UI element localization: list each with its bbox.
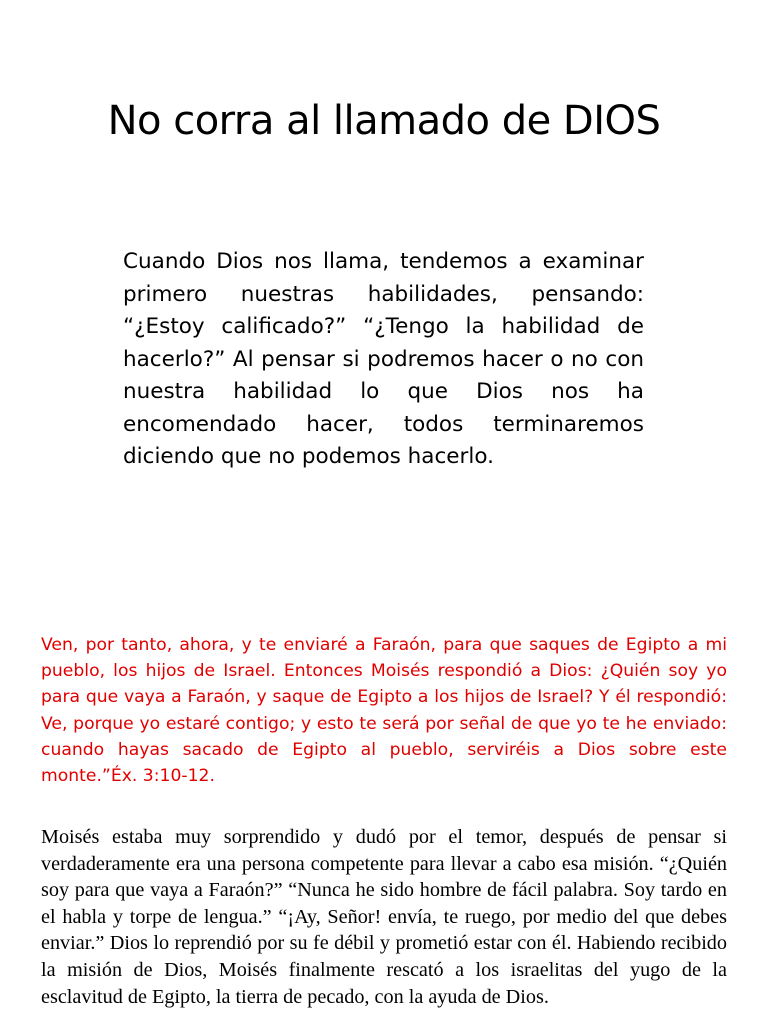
verse-quote: Ven, por tanto, ahora, y te enviaré a Faraón, para que saques de Egipto a mi pueblo, los hijos de Israel. Entonces Moisés respondió a Dios: ¿Quién soy yo para que vaya a Faraón, y saque de Egipto a los hijos de Israel? Y él respondió: Ve, porque yo estaré contigo; y esto te será por señal de que yo te he enviado: cuando hayas sacado de Egipto al pueblo, serviréis a Dios sobre este monte.”Éx. 3:10-12.: [41, 635, 727, 787]
intro-paragraph: Cuando Dios nos llama, tendemos a examinar primero nuestras habilidades, pensando: “¿Estoy calificado?” “¿Tengo la habilidad de hacerlo?” Al pensar si podremos hacer o no con nuestra habilidad lo que Dios nos ha encomendado hacer, todos terminaremos diciendo que no podemos hacerlo.: [123, 249, 644, 469]
commentary-paragraph: Moisés estaba muy sorprendido y dudó por el temor, después de pensar si verdaderamente era una persona competente para llevar a cabo esa misión. “¿Quién soy para que vaya a Faraón?” “Nunca he sido hombre de fácil palabra. Soy tardo en el habla y torpe de lengua.” “¡Ay, Señor! envía, te ruego, por medio del que debes enviar.” Dios lo reprendió por su fe débil y prometió estar con él. Habiendo recibido la misión de Dios, Moisés finalmente rescató a los israelitas del yugo de la esclavitud de Egipto, la tierra de pecado, con la ayuda de Dios.: [41, 826, 727, 1008]
page-title: No corra al llamado de DIOS: [107, 98, 661, 144]
